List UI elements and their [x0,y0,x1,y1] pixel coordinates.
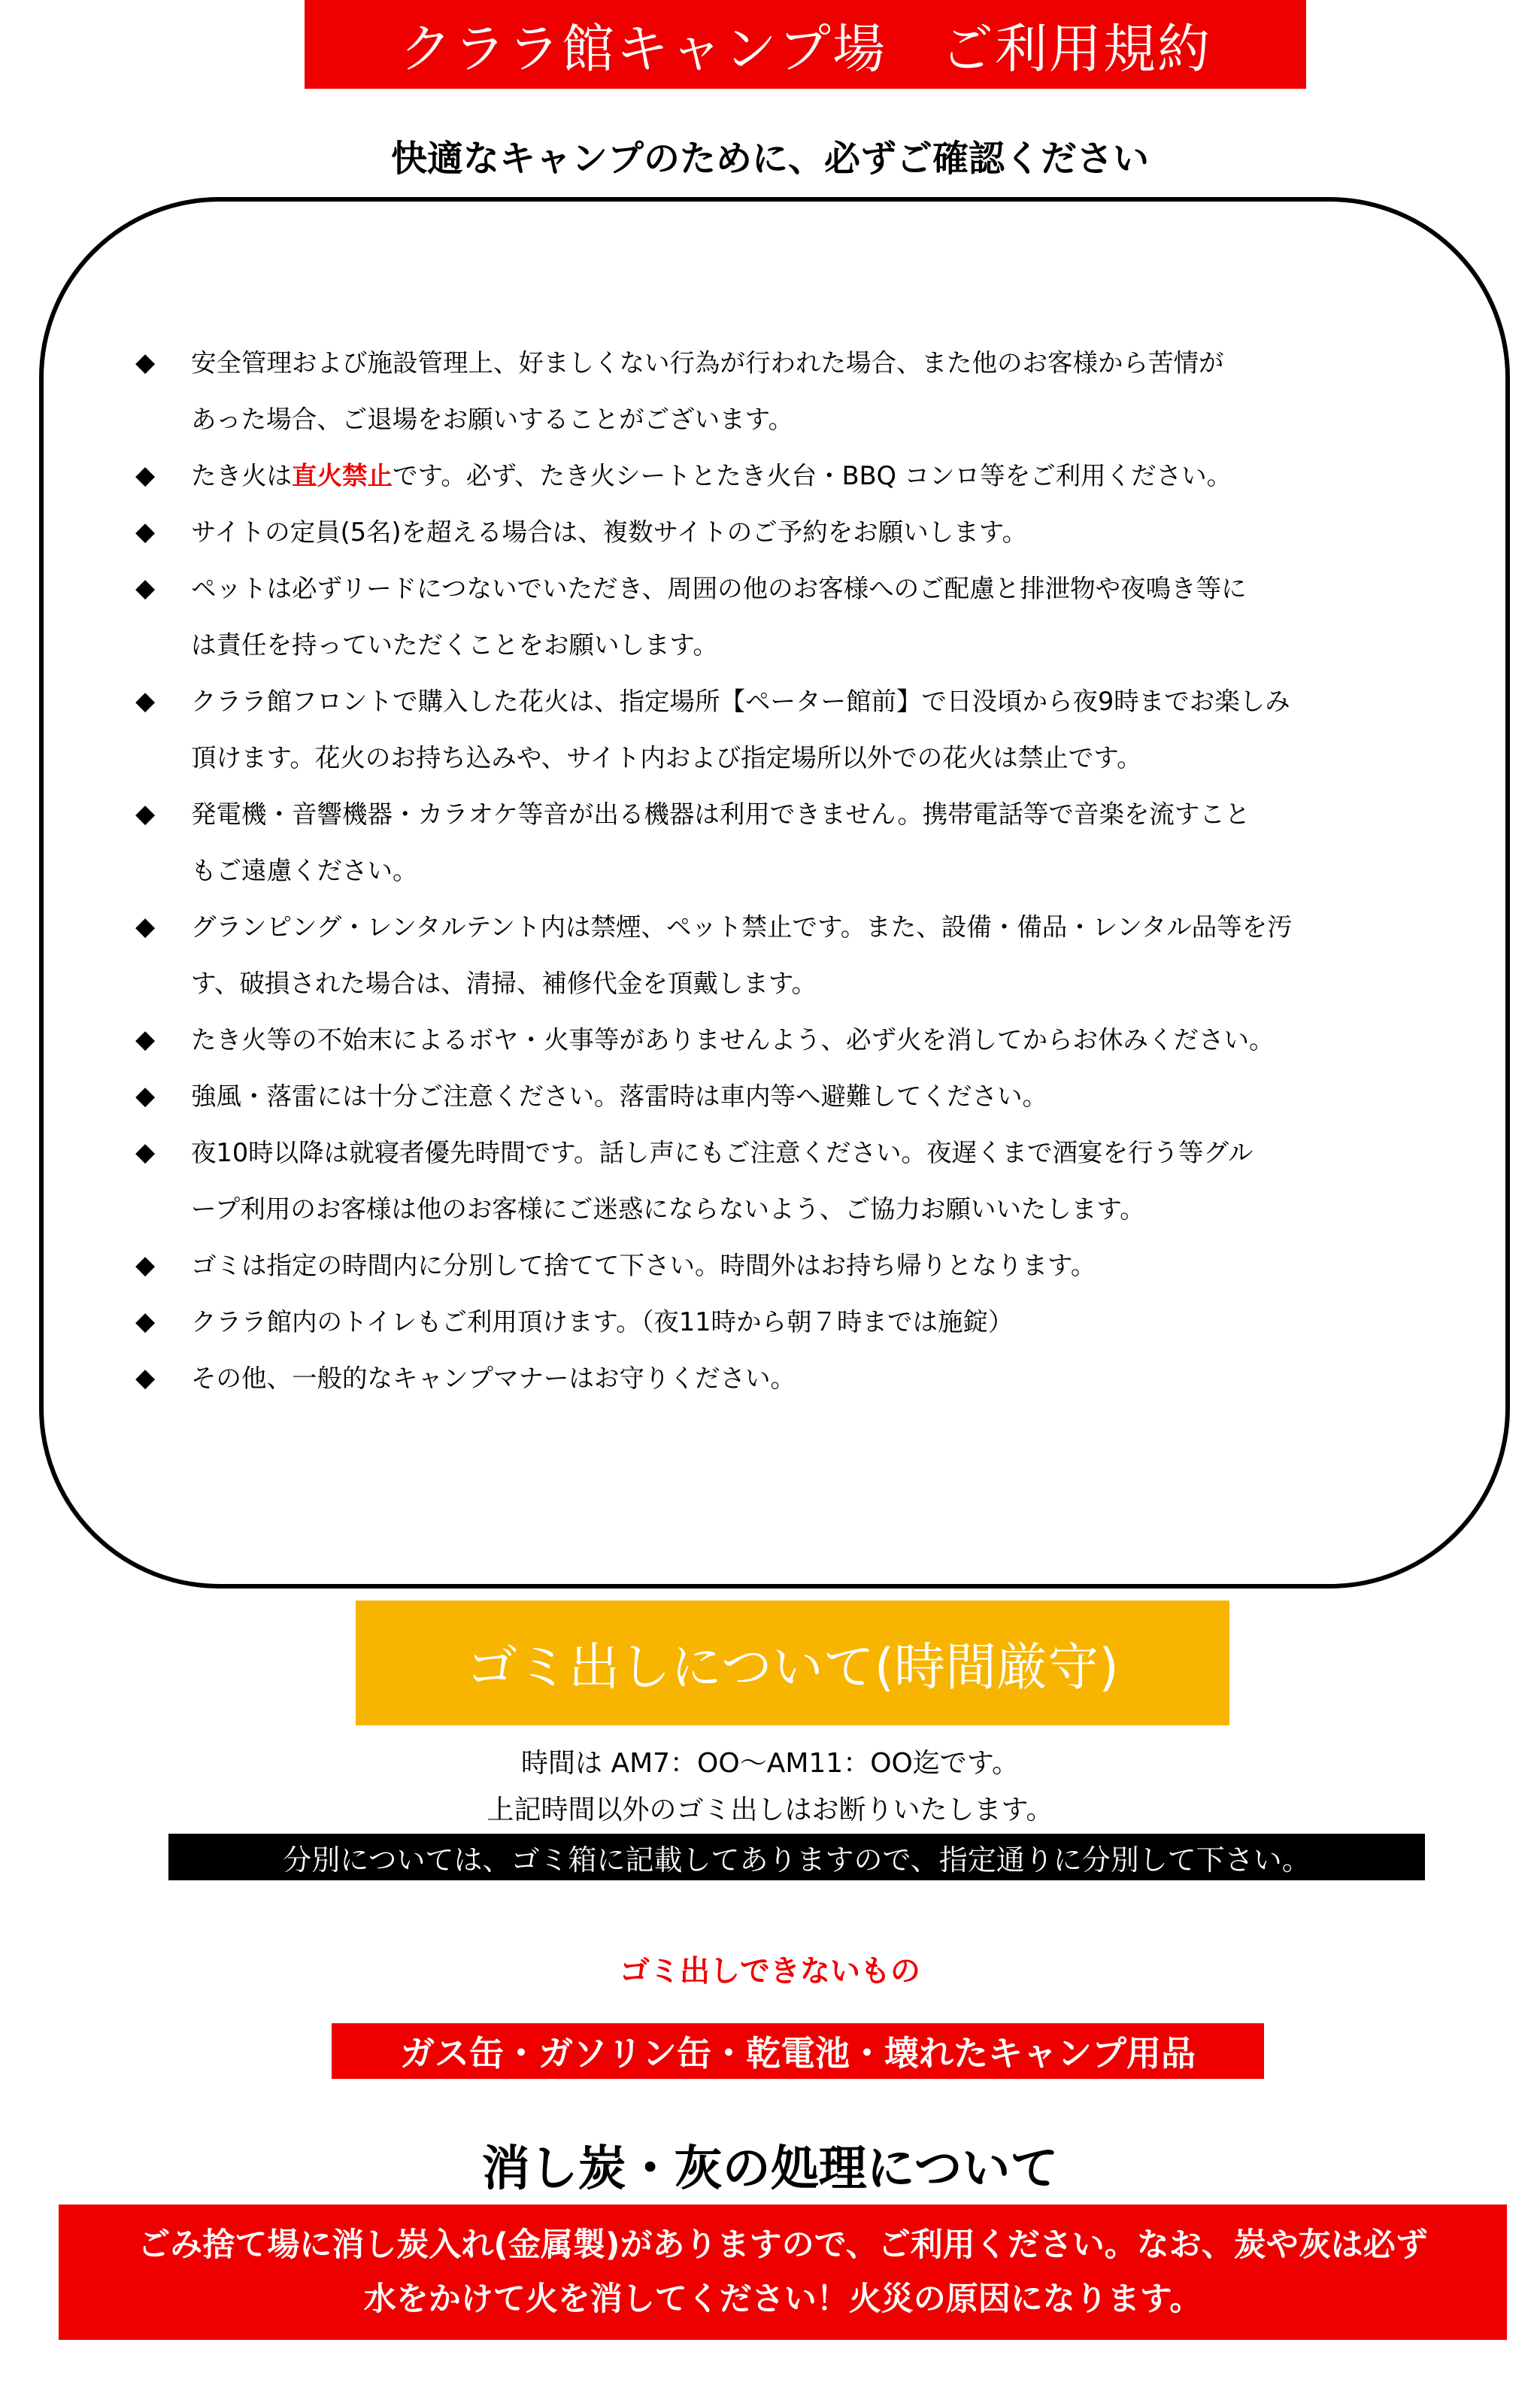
diamond-bullet-icon: ◆ [135,912,156,942]
diamond-bullet-icon: ◆ [135,1306,156,1337]
rule-text [191,348,1224,378]
rule-item [135,673,1444,786]
rule-text [191,1251,1096,1280]
rule-text [191,1307,1014,1337]
rule-text-main: 発電機・音響機器・カラオケ等音が出る機器は利用できません。携帯電話等で音楽を流すこと [191,800,1250,829]
rule-item [135,1294,1444,1350]
rule-text-main: 夜10時以降は就寝者優先時間です。話し声にもご注意ください。夜遅くまで酒宴を行う等グル [191,1138,1254,1167]
rule-text-continued: あった場合、ご退場をお願いすることがございます。 [191,405,793,434]
rule-text-main: サイトの定員(5名)を超える場合は、複数サイトのご予約をお願いします。 [191,517,1028,547]
ash-notice-line-1: ごみ捨て場に消し炭入れ(金属製)がありますので、ご利用ください。なお、炭や灰は必ず [138,2226,1428,2264]
rule-item [135,1124,1444,1237]
rule-item [135,560,1444,673]
sorting-notice-bar [168,1834,1425,1880]
rule-text-main: たき火等の不始末によるボヤ・火事等がありませんよう、必ず火を消してからお休みください。 [191,1025,1275,1054]
rule-text [191,1138,1253,1167]
rule-text-continued: は責任を持っていただくことをお願いします。 [191,630,718,660]
ash-heading: 消し炭・灰の処理について [481,2141,1059,2197]
diamond-bullet-icon: ◆ [135,347,156,378]
rule-text-main: たき火は [191,461,292,490]
rule-text [191,517,1027,547]
rule-text [191,1025,1275,1054]
rule-text [191,687,1290,716]
diamond-bullet-icon: ◆ [135,1081,156,1111]
rule-text [191,1082,1047,1111]
prohibited-caption: ゴミ出しできないもの [620,1954,920,1989]
diamond-bullet-icon: ◆ [135,799,156,829]
rule-item [135,899,1444,1012]
diamond-bullet-icon: ◆ [135,1137,156,1167]
rule-highlight: 直火禁止 [292,461,393,490]
garbage-time-line: 時間は AM7：OO～AM11：OO迄です。 [521,1748,1019,1779]
prohibited-items: ガス缶・ガソリン缶・乾電池・壊れたキャンプ用品 [400,2033,1196,2074]
title-banner [305,0,1306,89]
rule-text-main: クララ館内のトイレもご利用頂けます。（夜11時から朝７時までは施錠） [191,1307,1014,1337]
rule-text-main: クララ館フロントで購入した花火は、指定場所【ペーター館前】で日没頃から夜9時までお楽しみ [191,687,1290,716]
garbage-heading: ゴミ出しについて(時間厳守) [466,1637,1119,1698]
rule-item [135,448,1444,504]
garbage-refusal-line: 上記時間以外のゴミ出しはお断りいたします。 [487,1795,1053,1825]
diamond-bullet-icon: ◆ [135,460,156,490]
rule-item [135,1012,1444,1068]
diamond-bullet-icon: ◆ [135,1250,156,1280]
garbage-heading-banner [356,1601,1229,1725]
rule-text-continued: す、破損された場合は、清掃、補修代金を頂戴します。 [191,969,817,998]
rule-item [135,504,1444,560]
rule-text-continued: もご遠慮ください。 [191,856,418,885]
rule-text-main: ペットは必ずリードにつないでいただき、周囲の他のお客様へのご配慮と排泄物や夜鳴き等に [191,574,1247,603]
diamond-bullet-icon: ◆ [135,1024,156,1054]
diamond-bullet-icon: ◆ [135,686,156,716]
rule-text-main: 安全管理および施設管理上、好ましくない行為が行われた場合、また他のお客様から苦情が [191,348,1224,378]
rule-text [191,574,1247,603]
rule-text-main: その他、一般的なキャンプマナーはお守りください。 [191,1364,796,1393]
diamond-bullet-icon: ◆ [135,573,156,603]
rule-text-continued: 頂けます。花火のお持ち込みや、サイト内および指定場所以外での花火は禁止です。 [191,743,1142,772]
rule-item [135,786,1444,899]
rule-item [135,1237,1444,1294]
ash-notice-box [59,2204,1507,2340]
rule-text [191,912,1293,942]
ash-notice-line-2: 水をかけて火を消してください！火災の原因になります。 [363,2280,1202,2318]
rule-text-after: です。必ず、たき火シートとたき火台・BBQ コンロ等をご利用ください。 [393,461,1232,490]
rule-item [135,335,1444,448]
rule-text [191,461,1232,490]
diamond-bullet-icon: ◆ [135,1363,156,1393]
rule-text-main: ゴミは指定の時間内に分別して捨てて下さい。時間外はお持ち帰りとなります。 [191,1251,1096,1280]
rule-text-main: グランピング・レンタルテント内は禁煙、ペット禁止です。また、設備・備品・レンタル品等を汚 [191,912,1293,942]
page-title: クララ館キャンプ場 ご利用規約 [399,17,1211,80]
rule-item [135,1068,1444,1124]
rules-list [135,335,1444,1406]
rule-text-continued: ープ利用のお客様は他のお客様にご迷惑にならないよう、ご協力お願いいたします。 [191,1194,1145,1224]
rule-text [191,800,1250,829]
rule-text [191,1364,796,1393]
prohibited-items-bar [332,2023,1264,2079]
rule-item [135,1350,1444,1406]
page-subtitle: 快適なキャンプのために、必ずご確認ください [390,138,1149,180]
diamond-bullet-icon: ◆ [135,517,156,547]
rule-text-main: 強風・落雷には十分ご注意ください。落雷時は車内等へ避難してください。 [191,1082,1047,1111]
sorting-notice: 分別については、ゴミ箱に記載してありますので、指定通りに分別して下さい。 [283,1843,1311,1877]
